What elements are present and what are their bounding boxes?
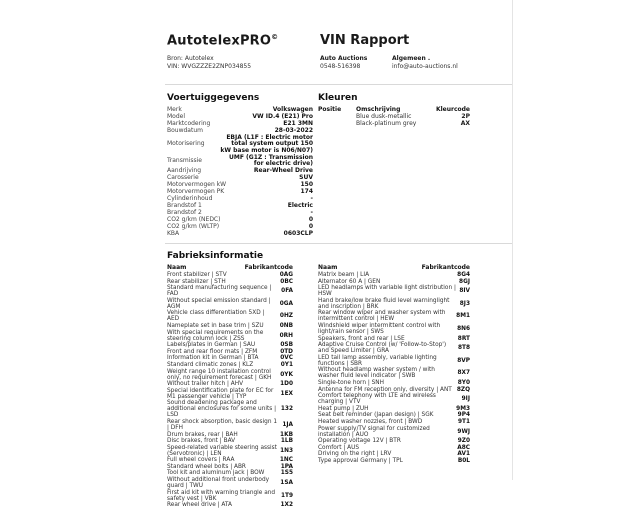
factory-option-name: Operating voltage 12V | BTR (318, 438, 401, 445)
factory-row (167, 342, 293, 348)
spec-value: 174 (300, 187, 313, 195)
factory-row (167, 419, 293, 431)
spec-label: Motorisering (167, 140, 205, 148)
colors-header-positie: Positie (318, 106, 342, 113)
factory-option-code: 9Z0 (457, 438, 470, 445)
vehicle-spec-table (167, 107, 313, 238)
factory-option-name: Seat belt reminder (Japan design) | SGK (318, 412, 434, 419)
factory-option-code: 1LB (280, 438, 293, 445)
factory-option-name: Type approval Germany | TPL (318, 457, 403, 464)
color-kleurcode: AX (460, 119, 470, 127)
factory-option-name: Vehicle class differentiation 5XD | AED (167, 310, 265, 323)
colors-table (318, 107, 470, 128)
factory-row (167, 285, 293, 297)
factory-option-code: 1NC (279, 457, 293, 464)
spec-label: Motorvermogen PK (167, 187, 225, 195)
factory-row (318, 387, 470, 393)
app-title-text: AutotelexPRO (167, 33, 272, 49)
factory-option-name: Rear shock absorption, basic design 1 | DFH (167, 418, 278, 431)
factory-option-name: Front stabilizer | STV (167, 272, 227, 278)
factory-option-code: 1D0 (280, 381, 293, 388)
spec-value: - (310, 194, 313, 202)
factory-option-name: Tool kit and aluminum jack | BOW (167, 470, 265, 477)
factory-option-code: 0Y1 (280, 361, 293, 368)
spec-value: Volkswagen (272, 106, 313, 113)
factory-option-name: Front and rear floor mats | ZFM (167, 348, 258, 355)
app-title (167, 33, 278, 48)
spec-value: 0603CLP (283, 229, 313, 237)
factory-header-code: Fabrikantcode (244, 264, 293, 271)
spec-value: Rear-Wheel Drive (253, 166, 313, 174)
factory-option-name: Heated washer nozzles, front | BWD (318, 418, 423, 425)
factory-option-name: First aid kit with warning triangle and safety vest | VBK (167, 489, 276, 502)
factory-row (167, 432, 293, 438)
spec-label: Model (167, 112, 186, 120)
spec-label: CO2 g/km (NEDC) (167, 215, 221, 223)
factory-option-code: 9T1 (457, 418, 470, 425)
factory-option-code: 8GJ (459, 278, 470, 285)
factory-row (167, 330, 293, 342)
spec-label: Brandstof 1 (167, 201, 202, 209)
factory-option-code: 1PA (280, 463, 293, 470)
color-omschrijving: Black-platinum grey (356, 119, 417, 127)
factory-option-code: 8T8 (457, 345, 470, 352)
factory-row (167, 457, 293, 463)
factory-option-code: 1KB (280, 431, 293, 438)
factory-option-code: 9P4 (457, 412, 470, 419)
general-label: Algemeen . (392, 55, 431, 62)
source-vin-block (167, 55, 251, 71)
factory-right-table (318, 272, 470, 464)
factory-row (318, 438, 470, 444)
factory-option-name: Drum brakes, rear | BAH (167, 431, 238, 438)
factory-option-name: Rear stabilizer | STH (167, 278, 226, 285)
color-kleurcode: 2P (461, 112, 470, 120)
source-line: Bron: Autotelex (167, 55, 214, 62)
vehicle-spec-row (167, 231, 313, 237)
factory-option-code: 8M1 (456, 313, 470, 320)
spec-label: Transmissie (167, 156, 202, 164)
spec-label: Aandrijving (167, 166, 202, 174)
factory-row (167, 477, 293, 489)
factory-option-code: 8RT (457, 335, 470, 342)
factory-option-name: Full wheel covers | RAA (167, 457, 235, 464)
factory-row (167, 388, 293, 400)
factory-option-code: 1X2 (280, 502, 293, 509)
general-email: info@auto-auctions.nl (392, 63, 458, 70)
factory-option-code: 1SA (280, 480, 293, 487)
spec-label: CO2 g/km (WLTP) (167, 222, 220, 230)
factory-option-code: 0VC (280, 355, 293, 362)
factory-option-code: A8C (457, 444, 470, 451)
factory-row (318, 458, 470, 464)
colors-rows (318, 114, 470, 127)
color-positie (318, 114, 356, 120)
spec-value: 0 (308, 222, 313, 230)
factory-option-name: LED tail lamp assembly, variable lighting functions | SBR (318, 354, 437, 367)
spec-value: EBJA (L1F : Electric motor total system output 150 kW base motor is N06/N07) (220, 133, 313, 154)
factory-option-name: Antenna for FM reception only, diversity | ANT (318, 386, 452, 393)
factory-option-code: 1T9 (280, 492, 293, 499)
factory-option-code: 0SB (280, 342, 293, 349)
factory-option-name: Speed-related variable steering assist (Servotronic) | LEN (167, 444, 277, 457)
spec-label: Brandstof 2 (167, 208, 202, 216)
factory-row (318, 298, 470, 310)
spec-label: Merk (167, 106, 182, 113)
general-contact-block (392, 55, 458, 71)
factory-right-header (318, 264, 470, 271)
factory-option-name: Without trailer hitch | AHV (167, 381, 244, 388)
factory-option-code: 0HZ (279, 313, 293, 320)
factory-option-name: Nameplate set in base trim | SZU (167, 322, 264, 329)
factory-option-name: Power supply/TV signal for customized installation | AUO (318, 425, 430, 438)
factory-option-name: Without special emission standard | AGM (167, 297, 271, 310)
factory-option-name: Standard wheel bolts | ABR (167, 463, 246, 470)
factory-option-code: 1N3 (280, 447, 293, 454)
factory-option-code: 0FA (281, 288, 293, 295)
factory-header-naam: Naam (167, 264, 187, 271)
factory-row (318, 279, 470, 285)
factory-option-code: 1JA (282, 421, 293, 428)
factory-option-name: Comfort telephony with LTE and wireless charging | VTV (318, 393, 436, 406)
factory-option-name: Information kit in German | BTA (167, 355, 259, 362)
factory-row (167, 470, 293, 476)
spec-label: Marktcodering (167, 119, 211, 127)
factory-row (167, 369, 293, 381)
factory-section-title: Fabrieksinformatie (167, 251, 264, 261)
factory-option-name: Driving on the right | LRV (318, 451, 392, 458)
factory-option-code: 0AG (279, 272, 293, 278)
factory-option-code: 0GA (279, 300, 293, 307)
factory-row (167, 400, 293, 418)
factory-option-code: AV1 (457, 451, 470, 458)
factory-option-code: 8Y0 (457, 379, 470, 386)
factory-row (167, 464, 293, 470)
factory-option-name: Hand brake/low brake fluid level warninglight and inscription | BRK (318, 297, 450, 310)
factory-row (318, 393, 470, 405)
factory-header-code: Fabrikantcode (421, 264, 470, 271)
color-omschrijving: Blue dusk-metallic (356, 112, 412, 120)
factory-row (167, 381, 293, 387)
factory-row (318, 426, 470, 438)
factory-option-name: Heat pump | ZUH (318, 405, 369, 412)
factory-row (318, 310, 470, 322)
factory-row (318, 451, 470, 457)
factory-option-name: Without additional front underbody guard | TWU (167, 477, 270, 490)
factory-option-name: Labels/plates in German | SAU (167, 342, 256, 349)
factory-row (318, 285, 470, 297)
factory-option-name: Comfort | AUS (318, 444, 360, 451)
factory-row (318, 412, 470, 418)
factory-option-name: Rear window wiper and washer system with intermittent control | HEW (318, 310, 446, 323)
page-right-edge (512, 0, 513, 480)
factory-row (167, 445, 293, 457)
factory-header-naam: Naam (318, 264, 338, 271)
factory-row (167, 502, 293, 508)
factory-row (167, 298, 293, 310)
vin-line: VIN: WVGZZZE2ZNP034855 (167, 63, 252, 70)
factory-option-name: Without headlamp washer system / with washer fluid level indicator | SWB (318, 367, 435, 380)
spec-label: KBA (167, 229, 180, 237)
factory-option-name: Standard manufacturing sequence | FAD (167, 285, 272, 298)
factory-option-code: 8J3 (459, 300, 470, 307)
factory-option-name: Weight range 10 installation control only, no requirement forecast | GKH (167, 368, 272, 381)
spec-value: UMF (G1Z : Transmission for electric drive) (229, 153, 313, 167)
factory-option-name: Matrix beam | LIA (318, 272, 370, 278)
factory-left-table (167, 272, 293, 509)
colors-section-title: Kleuren (318, 93, 358, 103)
color-row (318, 121, 470, 127)
factory-option-code: 8ZQ (456, 386, 470, 393)
factory-option-name: Alternator 60 A | GEN (318, 278, 381, 285)
header-divider (165, 84, 512, 85)
factory-row (167, 310, 293, 322)
vehicle-spec-row (167, 135, 313, 154)
factory-option-name: Special identification plate for EC for M1 passenger vehicle | TYP (167, 387, 274, 400)
factory-row (318, 406, 470, 412)
spec-label: Carosserie (167, 173, 199, 181)
factory-option-code: 0BC (280, 278, 293, 285)
report-title: VIN Rapport (320, 33, 410, 48)
color-positie (318, 121, 356, 127)
factory-option-code: 8VP (457, 357, 470, 364)
factory-row (318, 367, 470, 379)
factory-option-name: Sound deadening package and additional enclosures for some units | LSD (167, 400, 277, 419)
factory-row (167, 490, 293, 502)
factory-option-name: Rear wheel drive | ATA (167, 502, 232, 509)
factory-option-name: With special requirements on the steering column lock | ZSS (167, 329, 264, 342)
factory-option-name: Speakers, front and rear | LSE (318, 335, 405, 342)
spec-value: VW ID.4 (E21) Pro (252, 112, 313, 120)
factory-option-code: 1EX (280, 390, 293, 397)
factory-option-code: B0L (457, 457, 470, 464)
factory-option-code: 9WJ (457, 428, 470, 435)
factory-row (318, 272, 470, 278)
factory-option-name: Windshield wiper intermittent control with light/rain sensor | SWS (318, 322, 441, 335)
factory-option-code: 8X7 (457, 370, 470, 377)
factory-option-code: 8G4 (457, 272, 470, 278)
company-block (320, 55, 367, 71)
colors-header-omschrijving: Omschrijving (356, 106, 401, 113)
spec-label: Cylinderinhoud (167, 194, 213, 202)
spec-value: 150 (300, 180, 313, 188)
spec-value: - (310, 208, 313, 216)
factory-option-name: LED headlamps with variable light distribution | HSW (318, 285, 456, 298)
factory-row (318, 323, 470, 335)
factory-option-code: 0RH (279, 332, 293, 339)
spec-value: E21 3MN (283, 119, 313, 127)
copyright-symbol: © (271, 33, 279, 41)
factory-option-name: Adaptive Cruise Control (w/ 'Follow-to-Stop') and Speed Limiter | GRA (318, 342, 447, 355)
factory-row (167, 438, 293, 444)
company-name: Auto Auctions (320, 55, 368, 62)
factory-row (318, 336, 470, 342)
spec-label: Motorvermogen kW (167, 180, 227, 188)
spec-value: Electric (287, 201, 313, 209)
factory-row (318, 380, 470, 386)
factory-option-code: 1S5 (280, 470, 293, 477)
factory-row (167, 323, 293, 329)
factory-row (167, 349, 293, 355)
factory-option-name: Disc brakes, front | BAV (167, 438, 236, 445)
factory-option-code: 9IJ (461, 396, 470, 403)
factory-option-code: 9M3 (456, 405, 470, 412)
factory-option-code: 0YK (280, 371, 293, 378)
factory-option-code: 132 (280, 406, 293, 413)
company-phone: 0548-516398 (320, 63, 361, 70)
factory-row (318, 342, 470, 354)
colors-header-kleurcode: Kleurcode (435, 106, 470, 113)
factory-option-name: Single-tone horn | SNH (318, 379, 385, 386)
factory-option-code: 0TD (280, 348, 293, 355)
spec-value: 0 (308, 215, 313, 223)
vehicle-spec-row (167, 155, 313, 168)
factory-row (318, 445, 470, 451)
factory-option-code: 8N6 (457, 325, 470, 332)
factory-option-name: Standard climatic zones | KLZ (167, 361, 254, 368)
factory-row (167, 362, 293, 368)
factory-row (318, 419, 470, 425)
factory-left-header (167, 264, 293, 271)
factory-row (318, 355, 470, 367)
factory-row (167, 355, 293, 361)
vehicle-section-title: Voertuiggegevens (167, 93, 260, 103)
factory-row (167, 279, 293, 285)
section-divider (165, 243, 512, 244)
spec-value: 28-03-2022 (274, 126, 313, 134)
spec-value: SUV (299, 173, 313, 181)
factory-row (167, 272, 293, 278)
factory-option-code: 0NB (279, 322, 293, 329)
factory-option-code: 8IV (459, 288, 470, 295)
spec-label: Bouwdatum (167, 126, 203, 134)
